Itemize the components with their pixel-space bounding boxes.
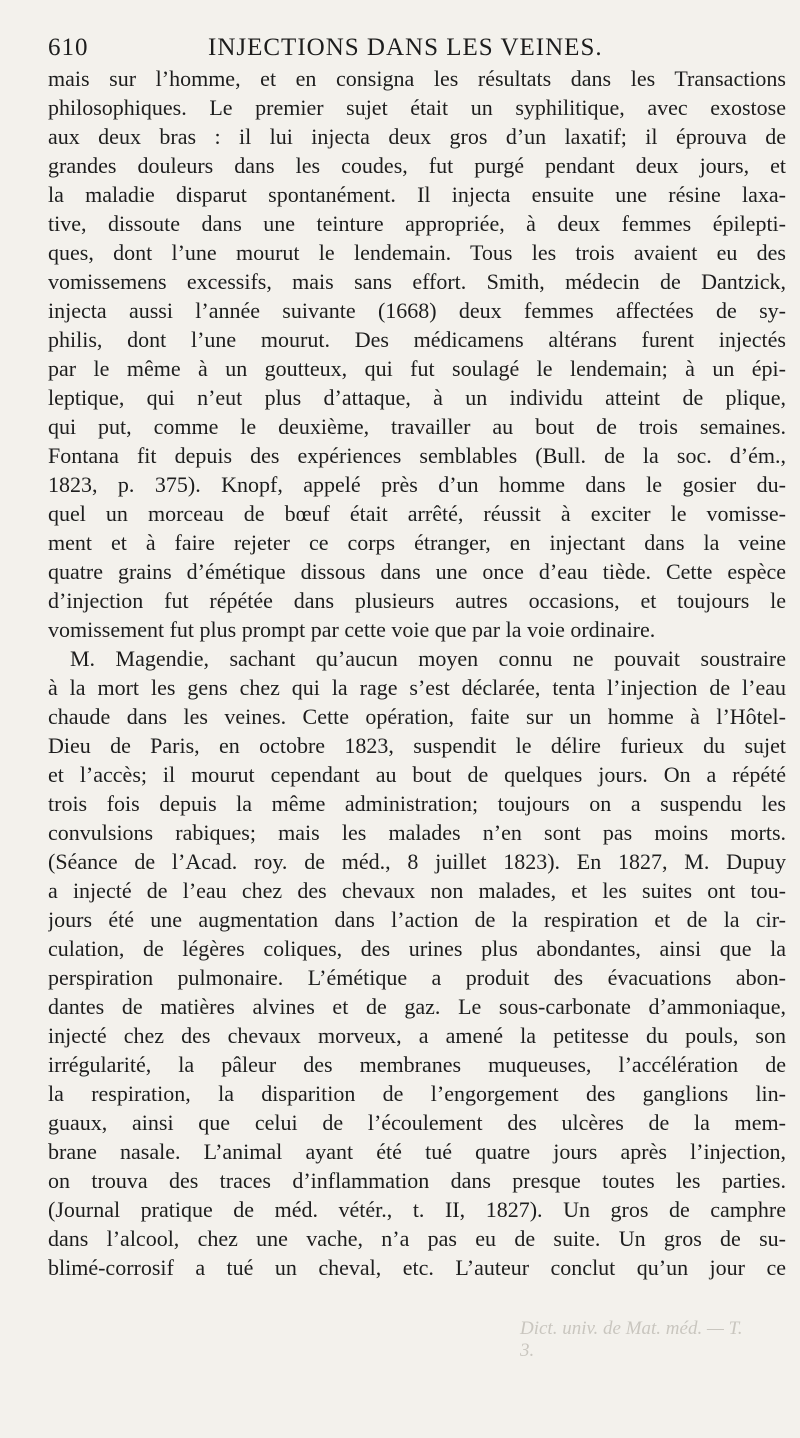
text-line: mais sur l’homme, et en consigna les résultats dans les Transactions — [48, 66, 786, 91]
text-line: la maladie disparut spontanément. Il injecta ensuite une résine laxa- — [48, 182, 786, 207]
text-line: par le même à un goutteux, qui fut soulagé le lendemain; à un épi- — [48, 356, 786, 381]
text-line: injecta aussi l’année suivante (1668) deux femmes affectées de sy- — [48, 298, 786, 323]
text-line: convulsions rabiques; mais les malades n’en sont pas moins morts. — [48, 820, 786, 845]
text-line: aux deux bras : il lui injecta deux gros d’un laxatif; il éprouva de — [48, 124, 786, 149]
text-line: dans l’alcool, chez une vache, n’a pas eu de suite. Un gros de su- — [48, 1226, 786, 1251]
text-line: (Séance de l’Acad. roy. de méd., 8 juillet 1823). En 1827, M. Dupuy — [48, 849, 786, 874]
page-number: 610 — [48, 34, 89, 61]
text-line: qui put, comme le deuxième, travailler au bout de trois semaines. — [48, 414, 786, 439]
text-line: tive, dissoute dans une teinture appropriée, à deux femmes épilepti- — [48, 211, 786, 236]
text-body — [48, 64, 786, 1282]
running-title: INJECTIONS DANS LES VEINES. — [208, 34, 603, 61]
text-line: et l’accès; il mourut cependant au bout de quelques jours. On a répété — [48, 762, 786, 787]
text-line: à la mort les gens chez qui la rage s’est déclarée, tenta l’injection de l’eau — [48, 675, 786, 700]
text-line: vomissemens excessifs, mais sans effort. Smith, médecin de Dantzick, — [48, 269, 786, 294]
text-line: ques, dont l’une mourut le lendemain. Tous les trois avaient eu des — [48, 240, 786, 265]
text-line: Fontana fit depuis des expériences semblables (Bull. de la soc. d’ém., — [48, 443, 786, 468]
text-line: brane nasale. L’animal ayant été tué quatre jours après l’injection, — [48, 1139, 786, 1164]
text-line: irrégularité, la pâleur des membranes muqueuses, l’accélération de — [48, 1052, 786, 1077]
text-line: philis, dont l’une mourut. Des médicamens altérans furent injectés — [48, 327, 786, 352]
show-through-text: Dict. univ. de Mat. méd. — T. 3. — [520, 1318, 743, 1361]
text-line: d’injection fut répétée dans plusieurs autres occasions, et toujours le — [48, 588, 786, 613]
text-line: jours été une augmentation dans l’action de la respiration et de la cir- — [48, 907, 786, 932]
text-line: on trouva des traces d’inflammation dans presque toutes les parties. — [48, 1168, 786, 1193]
paragraph-start-line: M. Magendie, sachant qu’aucun moyen connu ne pouvait soustraire — [70, 646, 786, 671]
text-line: dantes de matières alvines et de gaz. Le sous-carbonate d’ammoniaque, — [48, 994, 786, 1019]
text-line: philosophiques. Le premier sujet était un syphilitique, avec exostose — [48, 95, 786, 120]
text-line: guaux, ainsi que celui de l’écoulement des ulcères de la mem- — [48, 1110, 786, 1135]
text-line: leptique, qui n’eut plus d’attaque, à un individu atteint de plique, — [48, 385, 786, 410]
text-line: blimé-corrosif a tué un cheval, etc. L’auteur conclut qu’un jour ce — [48, 1255, 786, 1280]
text-line: perspiration pulmonaire. L’émétique a produit des évacuations abon- — [48, 965, 786, 990]
text-line: grandes douleurs dans les coudes, fut purgé pendant deux jours, et — [48, 153, 786, 178]
text-line: quel un morceau de bœuf était arrêté, réussit à exciter le vomisse- — [48, 501, 786, 526]
text-line: ment et à faire rejeter ce corps étranger, en injectant dans la veine — [48, 530, 786, 555]
text-line: injecté chez des chevaux morveux, a amené la petitesse du pouls, son — [48, 1023, 786, 1048]
text-line: a injecté de l’eau chez des chevaux non malades, et les suites ont tou- — [48, 878, 786, 903]
text-line: chaude dans les veines. Cette opération, faite sur un homme à l’Hôtel- — [48, 704, 786, 729]
text-line: 1823, p. 375). Knopf, appelé près d’un homme dans le gosier du- — [48, 472, 786, 497]
page-header — [48, 34, 782, 68]
text-line: quatre grains d’émétique dissous dans une once d’eau tiède. Cette espèce — [48, 559, 786, 584]
text-line: trois fois depuis la même administration; toujours on a suspendu les — [48, 791, 786, 816]
text-line: la respiration, la disparition de l’engorgement des ganglions lin- — [48, 1081, 786, 1106]
text-line: vomissement fut plus prompt par cette voie que par la voie ordinaire. — [48, 617, 656, 642]
text-line: (Journal pratique de méd. vétér., t. II, 1827). Un gros de camphre — [48, 1197, 786, 1222]
text-line: Dieu de Paris, en octobre 1823, suspendit le délire furieux du sujet — [48, 733, 786, 758]
text-line: culation, de légères coliques, des urines plus abondantes, ainsi que la — [48, 936, 786, 961]
